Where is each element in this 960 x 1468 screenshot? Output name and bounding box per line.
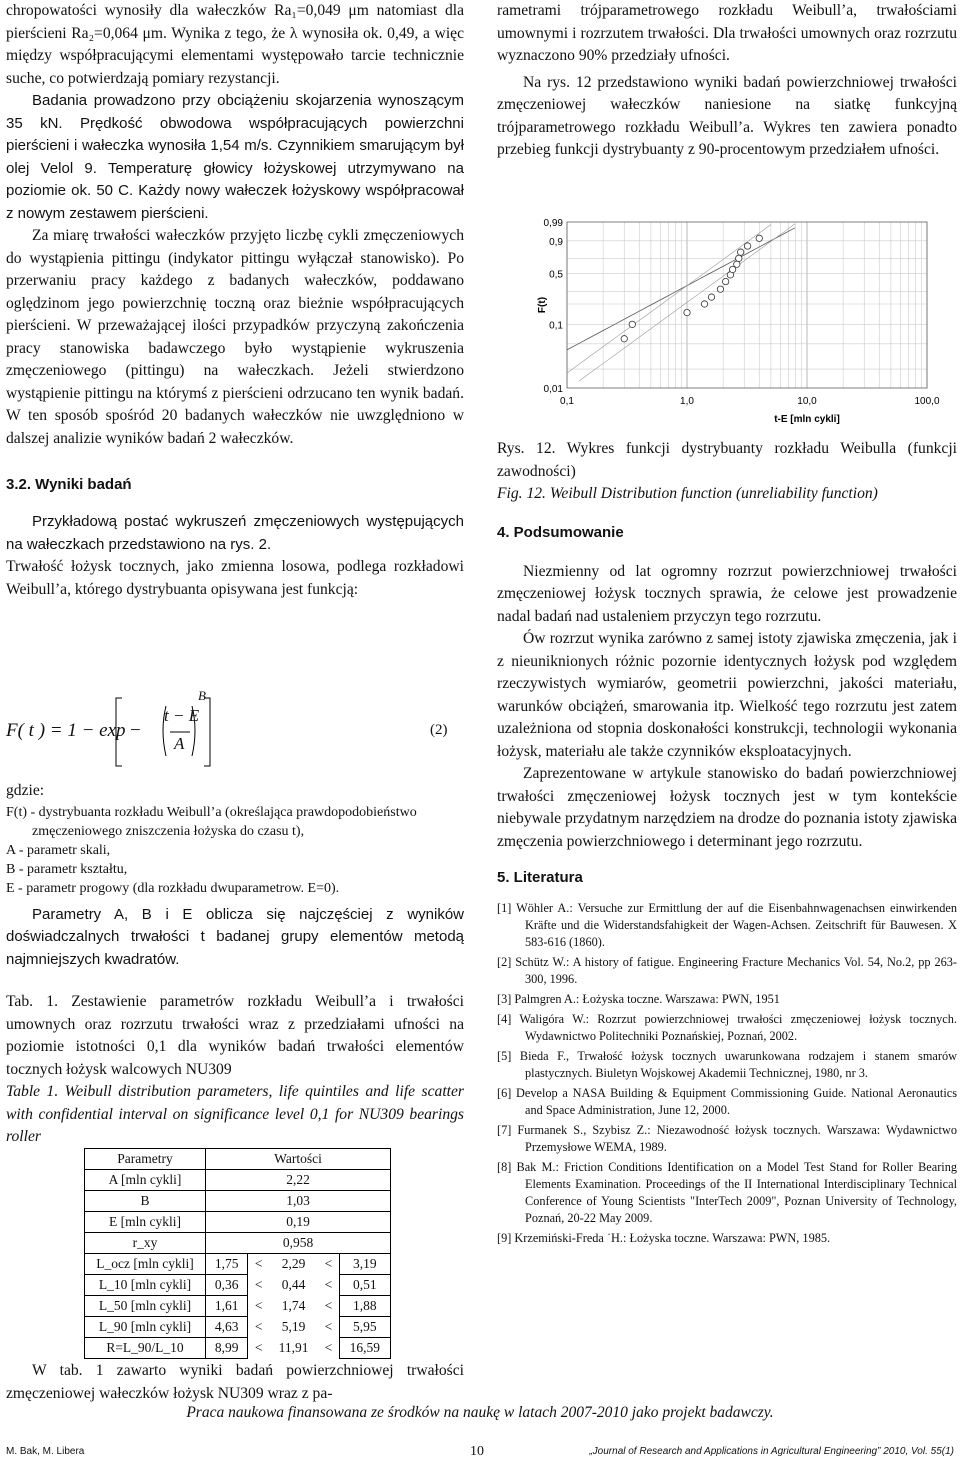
y-axis-label: F(t) (537, 296, 548, 314)
section-heading: 4. Podsumowanie (497, 523, 624, 541)
table-row (85, 1296, 391, 1317)
table-cell: 0,19 (206, 1212, 391, 1233)
table-header-cell: Parametry (85, 1149, 206, 1170)
table-cell: 3,19 (339, 1254, 390, 1275)
data-point (701, 301, 707, 307)
table-cell: 1,74 (281, 1298, 306, 1313)
section-heading: 3.2. Wyniki badań (6, 476, 132, 493)
reference-item: [5] Bieda F., Trwałość łożysk tocznych uwarunkowana rodzajem i stanem smarów plastycznych. Biuletyn Wojskowej Akademii Technicznej, 1980, nr 3. (497, 1049, 957, 1080)
table-cell: < (254, 1319, 263, 1334)
weibull-chart (497, 212, 947, 452)
table-cell: 0,958 (206, 1233, 391, 1254)
table-cell: 16,59 (339, 1338, 390, 1359)
table-caption-en: Table 1. Weibull distribution parameters, life quintiles and life scatter with confidential interval on significance level 0,1 for NU309 bearings roller (6, 1083, 464, 1145)
table-cell: 4,63 (206, 1317, 248, 1338)
where-label: gdzie: (6, 782, 45, 799)
table-cell: < (254, 1277, 263, 1292)
y-tick-label: 0,1 (549, 320, 563, 332)
left-column-continued (6, 780, 464, 1149)
paragraph: W tab. 1 zawarto wyniki badań powierzchniowej trwałości zmęczeniowej wałeczków łożysk NU309 wraz z pa- (6, 1362, 464, 1402)
table-row (85, 1233, 391, 1254)
table-row (85, 1338, 391, 1359)
formula-exponent: B (198, 688, 206, 703)
right-column-continued (497, 438, 957, 1250)
data-point (621, 336, 627, 342)
table-cell: 5,95 (339, 1317, 390, 1338)
figure-caption-en: Fig. 12. Weibull Distribution function (unreliability function) (497, 485, 878, 502)
reference-list (497, 900, 957, 1247)
table-cell: E [mln cykli] (85, 1212, 206, 1233)
y-tick-label: 0,5 (549, 269, 563, 281)
confidence-upper-line (567, 225, 771, 373)
paragraph: Za miarę trwałości wałeczków przyjęto liczbę cykli zmęczeniowych do wystąpienia pittingu (indykator pittingu wyłączał stanowisko). Po przerwaniu pracy każdego z badanych wałeczków, poddawano oględzinom jego powierzchnię toczną oraz bieżnie współpracujących pierścieni. W przeważającej ilości przypadków przyczyną zakończenia pracy stanowiska badawczego było wystąpienie wykruszenia zmęczeniowego (pittingu) na wałeczkach. Jeżeli stwierdzono wystąpienie pittingu na którymś z pierścieni odrzucano ten wynik badań. W ten sposób spośród 20 badanych wałeczków nie uwzględniono w dalszej analizie wyników badań 2 wałeczków. (6, 227, 464, 447)
data-point (717, 286, 723, 292)
formula-numerator: t − E (164, 706, 200, 725)
x-tick-label: 1,0 (680, 396, 694, 407)
paragraph: chropowatości wynosiły dla wałeczków Ra₁=0,049 μm natomiast dla pierścieni Ra₂=0,064 μm. Wynika z tego, że λ wynosiła ok. 0,49, a więc między współpracującymi elementami występowało tarcie technicznie suche, co potwierdzają pomiary rezystancji. (6, 2, 464, 87)
table-cell: 0,36 (206, 1275, 248, 1296)
formula-denominator: A (174, 734, 185, 753)
table-row (85, 1191, 391, 1212)
formula-minus: − (130, 720, 141, 741)
paragraph: rametrami trójparametrowego rozkładu Weibull’a, trwałościami umownymi i rozrzutem trwałości. Dla trwałości umownych oraz rozrzutu wyznaczono 90% przedziały ufności. (497, 2, 957, 64)
footer-journal: „Journal of Research and Applications in Agricultural Engineering” 2010, Vol. 55(1) (589, 1446, 954, 1457)
reference-item: [8] Bak M.: Friction Conditions Identification on a Model Test Stand for Roller Bearing Elements Examination. Proceedings of the II International Interdisciplinary Technical Conference of Young Scientists "InterTech 2009", Poznan University of Technology, Poznań, 20-22 May 2009. (497, 1160, 957, 1225)
formula-number: (2) (430, 722, 448, 738)
table-row (85, 1254, 391, 1275)
table-row (85, 1212, 391, 1233)
data-point (737, 249, 743, 255)
table-cell: A [mln cykli] (85, 1170, 206, 1191)
figure-caption-pl: Rys. 12. Wykres funkcji dystrybuanty rozkładu Weibulla (funkcji zawodności) (497, 440, 957, 480)
table-header-row (85, 1149, 391, 1170)
table-cell: R=L_90/L_10 (85, 1338, 206, 1359)
formula (6, 690, 464, 780)
reference-item: [7] Furmanek S., Szybisz Z.: Niezawodność łożysk tocznych. Warszawa: Wydawnictwo Przemysłowe WEMA, 1989. (497, 1123, 957, 1154)
definition-item: F(t) - dystrybuanta rozkładu Weibull’a (określająca prawdopodobieństwo zmęczeniowego zniszczenia łożyska do czasu t), (6, 804, 417, 839)
table-cell: 5,19 (281, 1319, 306, 1334)
data-point (629, 321, 635, 327)
paragraph: Trwałość łożysk tocznych, jako zmienna losowa, podlega rozkładowi Weibull’a, którego dystrybuanta opisywana jest funkcją: (6, 558, 464, 598)
table-cell: L_90 [mln cykli] (85, 1317, 206, 1338)
table-cell: < (324, 1340, 333, 1355)
paragraph: Na rys. 12 przedstawiono wyniki badań powierzchniowej trwałości zmęczeniowej wałeczków naniesione na siatkę funkcyjną trójparametrowego rozkładu Weibull’a. Wykres ten zawiera ponadto przebieg funkcji dystrybuanty z 90-procentowym przedziałem ufności. (497, 73, 957, 158)
table-cell: 11,91 (278, 1340, 309, 1355)
reference-item: [4] Waligóra W.: Rozrzut powierzchniowej trwałości zmęczeniowej łożysk tocznych. Wydawnictwo Politechniki Poznańskiej, Poznań, 2002. (497, 1012, 957, 1043)
funding-note: Praca naukowa finansowana ze środków na naukę w latach 2007-2010 jako projekt badawczy. (186, 1404, 774, 1421)
data-point (722, 278, 728, 284)
section-heading: 5. Literatura (497, 869, 583, 886)
paragraph: Niezmienny od lat ogromny rozrzut powierzchniowej trwałości zmęczeniowej łożysk tocznych sprawia, że celowe jest prowadzenie nadal badań nad ustaleniem przyczyn tego rozrzutu. (497, 562, 957, 625)
table-cell: < (254, 1298, 263, 1313)
reference-item: [1] Wöhler A.: Versuche zur Ermittlung der auf die Eisenbahnwagenachsen einwirkenden Kräfte und die Widerstandsfahigkeit der Wagen-Achsen. Zeitschrift für Bauwesen. X 583-616 (1860). (497, 901, 957, 949)
table-cell: 0,51 (339, 1275, 390, 1296)
y-tick-label: 0,99 (543, 218, 563, 229)
table-cell: 1,75 (206, 1254, 248, 1275)
data-point (736, 255, 742, 261)
table-row (85, 1170, 391, 1191)
left-column (6, 0, 464, 601)
y-tick-label: 0,9 (549, 236, 563, 248)
page-number: 10 (470, 1444, 484, 1459)
data-point (744, 243, 750, 249)
table-cell: B (85, 1191, 206, 1212)
paragraph: Przykładową postać wykruszeń zmęczeniowych występujących na wałeczkach przedstawiono na rys. 2. (6, 513, 464, 553)
formula-lhs: F( t ) = 1 − exp (6, 720, 126, 741)
y-tick-label: 0,01 (543, 384, 563, 395)
table-cell: L_ocz [mln cykli] (85, 1254, 206, 1275)
table-cell: < (254, 1340, 263, 1355)
x-axis-label: t-E [mln cykli] (774, 414, 840, 425)
right-column (497, 0, 957, 162)
paragraph: Ów rozrzut wynika zarówno z samej istoty zjawiska zmęczenia, jak i z nieuniknionych różnic pozornie identycznych łożysk pod względem rzeczywistych wymiarów, geometrii powierzchni, jakości materiału, warunków obciążeń, smarowania itp. Wielkość tego rozrzutu jest zatem uzależniona od stopnia doskonałości konstrukcji, technologii wykonania łożysk, materiału ale także czynników eksploatacyjnych. (497, 630, 957, 760)
table-cell: 1,03 (206, 1191, 391, 1212)
definition-item: A - parametr skali, (6, 842, 111, 858)
table-cell: < (324, 1298, 333, 1313)
table-cell: < (254, 1256, 263, 1272)
weibull-parameters-table (84, 1148, 391, 1359)
paragraph: Parametry A, B i E oblicza się najczęściej z wyników doświadczalnych trwałości t badanej grupy elementów metodą najmniejszych kwadratów. (6, 905, 464, 968)
table-cell: < (324, 1256, 333, 1272)
paragraph: Zaprezentowane w artykule stanowisko do badań powierzchniowej trwałości zmęczeniowej łożysk tocznych jest w tym kontekście niebywale przydatnym narzędziem na drodze do poznania istoty zjawiska zmęczenia powierzchniowego i determinant jego rozrzutu. (497, 765, 957, 850)
table-cell: L_50 [mln cykli] (85, 1296, 206, 1317)
reference-item: [2] Schütz W.: A history of fatigue. Engineering Fracture Mechanics Vol. 54, No.2, pp 263-300, 1996. (497, 955, 957, 986)
definition-item: E - parametr progowy (dla rozkładu dwuparametrow. E=0). (6, 880, 340, 896)
table-cell: 2,22 (206, 1170, 391, 1191)
table-cell: 1,61 (206, 1296, 248, 1317)
paragraph: Badania prowadzono przy obciążeniu skojarzenia wynoszącym 35 kN. Prędkość obwodowa współpracujących powierzchni pierścieni i wałeczka wynosiła 1,54 m/s. Czynnikiem smarującym był olej Velol 9. Temperaturę głowicy łożyskowej utrzymywano na poziomie ok. 50 C. Każdy nowy wałeczek łożyskowy współpracował z nowym zestawem pierścieni. (6, 92, 464, 222)
reference-item: [3] Palmgren A.: Łożyska toczne. Warszawa: PWN, 1951 (497, 992, 780, 1006)
table-cell: 0,44 (281, 1277, 306, 1292)
table-cell: L_10 [mln cykli] (85, 1275, 206, 1296)
reference-item: [9] Krzemiński-Freda ˙H.: Łożyska toczne. Warszawa: PWN, 1985. (497, 1231, 831, 1245)
table-cell: < (324, 1277, 333, 1292)
table-row (85, 1275, 391, 1296)
data-point (708, 294, 714, 300)
table-cell: 8,99 (206, 1338, 248, 1359)
table-cell: 1,88 (339, 1296, 390, 1317)
table-header-cell: Wartości (206, 1149, 391, 1170)
reference-item: [6] Develop a NASA Building & Equipment Commissioning Guide. National Aeronautics and Space Administration, June 12, 2000. (497, 1086, 957, 1117)
data-point (734, 261, 740, 267)
definition-list (6, 803, 464, 898)
footer-authors: M. Bak, M. Libera (6, 1446, 85, 1457)
table-cell: r_xy (85, 1233, 206, 1254)
table-cell: 2,29 (281, 1256, 306, 1272)
definition-item: B - parametr kształtu, (6, 861, 128, 877)
table-caption-pl: Tab. 1. Zestawienie parametrów rozkładu Weibull’a i trwałości umownych oraz rozrzutu trwałości wraz z przedziałami ufności na poziomie istotności 0,1 dla wyników badań trwałości elementów tocznych łożysk walcowych NU309 (6, 993, 464, 1078)
x-tick-label: 10,0 (797, 396, 817, 407)
data-point (756, 235, 762, 241)
distribution-line (567, 228, 795, 350)
x-tick-label: 100,0 (914, 396, 940, 407)
table-row (85, 1317, 391, 1338)
data-point (684, 309, 690, 315)
table-cell: < (324, 1319, 333, 1334)
x-tick-label: 0,1 (560, 396, 574, 407)
